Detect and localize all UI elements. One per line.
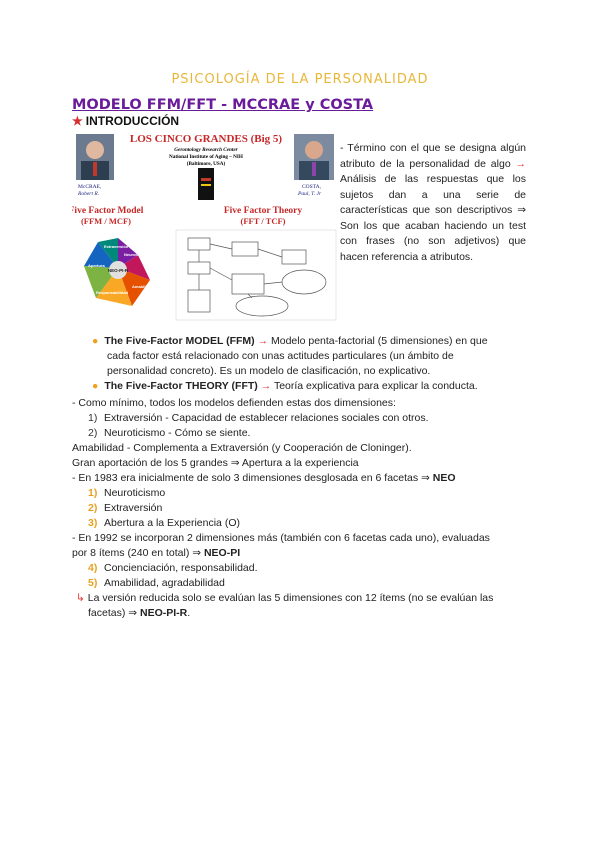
neo-item-text: Neuroticismo bbox=[104, 487, 166, 499]
right-arrow-icon: → bbox=[515, 157, 526, 170]
document-title: PSICOLOGÍA DE LA PERSONALIDAD bbox=[171, 72, 429, 87]
mccrae-portrait bbox=[76, 134, 114, 180]
year-1983-line bbox=[72, 471, 456, 486]
pentagon-center-label: NEO-PI-R bbox=[107, 268, 129, 273]
fft-diagram bbox=[176, 230, 336, 320]
figure-center-line-1: Gerontology Research Center bbox=[174, 147, 238, 153]
costa-caption-2: Paul, T. Jr bbox=[298, 191, 322, 197]
section-title: MODELO FFM/FFT - MCCRAE y COSTA bbox=[72, 97, 374, 113]
neo-item-number: 1) bbox=[88, 487, 98, 499]
dimension-item bbox=[88, 411, 429, 426]
pentagon-label-conscientiousness: Responsabilidad bbox=[96, 290, 129, 295]
year-1992-line-1: - En 1992 se incorporan 2 dimensiones más (también con 6 facetas cada uno), evaluadas bbox=[72, 532, 490, 544]
book-cover-image bbox=[198, 168, 214, 200]
big-five-figure-svg bbox=[72, 130, 340, 322]
bullet-fft-text: Teoría explicativa para explicar la conducta. bbox=[273, 380, 478, 392]
theory-subtitle: (FFT / TCF) bbox=[240, 216, 286, 226]
neopi-item-number: 5) bbox=[88, 577, 98, 589]
dimension-number: 1) bbox=[88, 412, 98, 424]
neopi-item bbox=[88, 576, 225, 591]
bullet-ffm-text: Modelo penta-factorial (5 dimensiones) en que bbox=[271, 335, 488, 347]
definition-part-2: Análisis de las respuestas que los sujetos dan a una serie de características que son descriptivos ⇒ Son los que acaban haciendo un test con frases (no son adjetivos) que hacen referencia a atributos. bbox=[340, 173, 526, 263]
model-subtitle: (FFM / MCF) bbox=[80, 216, 132, 226]
pentagon-label-neuroticism: Neuroticismo bbox=[124, 252, 150, 257]
definition-part-1: - Término con el que se designa algún atributo de la personalidad de algo bbox=[340, 142, 526, 170]
big-five-figure bbox=[72, 130, 340, 322]
neopi-item bbox=[88, 561, 258, 576]
model-title: Five Factor Model bbox=[72, 206, 144, 216]
dimension-text: Neuroticismo - Cómo se siente. bbox=[104, 427, 251, 439]
neo-item bbox=[88, 486, 165, 501]
dimension-text: Extraversión - Capacidad de establecer relaciones sociales con otros. bbox=[104, 412, 429, 424]
year-1992-text: por 8 ítems (240 en total) ⇒ bbox=[72, 547, 202, 559]
dimension-item bbox=[88, 426, 250, 441]
subheading-text: INTRODUCCIÓN bbox=[85, 114, 180, 128]
neo-pi-label: NEO-PI bbox=[203, 547, 241, 559]
year-1992-line-2 bbox=[72, 546, 240, 561]
reducida-line-2 bbox=[88, 606, 190, 621]
neo-pi-r-label: NEO-PI-R bbox=[140, 607, 188, 619]
bullet-ffm bbox=[92, 334, 488, 349]
right-arrow-icon: → bbox=[260, 380, 272, 392]
neopi-item-text: Amabilidad, agradabilidad bbox=[104, 577, 225, 589]
minimo-line: - Como mínimo, todos los modelos defienden estas dos dimensiones: bbox=[72, 397, 396, 409]
theory-title: Five Factor Theory bbox=[223, 206, 303, 216]
return-arrow-icon: ↳ bbox=[76, 592, 85, 604]
star-icon: ★ bbox=[72, 114, 83, 128]
bullet-ffm-line-2: cada factor está relacionado con unas actitudes particulares (un ámbito de bbox=[107, 350, 454, 362]
definition-paragraph bbox=[340, 141, 526, 265]
bullet-dot-icon: ● bbox=[92, 335, 99, 347]
neo-item-number: 3) bbox=[88, 517, 98, 529]
pentagon-label-openness: Apertura bbox=[88, 263, 105, 268]
figure-center-line-2: National Institute of Aging – NIH bbox=[169, 154, 243, 160]
pentagon-label-extraversion: Extraversión bbox=[104, 244, 129, 249]
bullet-ffm-bold: The Five-Factor MODEL (FFM) bbox=[104, 335, 255, 347]
amabilidad-line: Amabilidad - Complementa a Extraversión (y Cooperación de Cloninger). bbox=[72, 442, 412, 454]
gran-aportacion-line: Gran aportación de los 5 grandes ⇒ Apertura a la experiencia bbox=[72, 457, 359, 469]
reducida-text: La versión reducida solo se evalúan las 5 dimensiones con 12 ítems (no se evalúan las bbox=[87, 592, 494, 604]
bullet-fft bbox=[92, 379, 478, 394]
neo-item-text: Abertura a la Experiencia (O) bbox=[104, 517, 240, 529]
neo-item bbox=[88, 516, 240, 531]
bullet-fft-bold: The Five-Factor THEORY (FFT) bbox=[104, 380, 258, 392]
pentagon-label-agreeableness: Amabilidad bbox=[132, 284, 154, 289]
reducida-text-2: facetas) ⇒ bbox=[88, 607, 138, 619]
costa-caption-1: COSTA, bbox=[302, 184, 321, 190]
reducida-line-1 bbox=[76, 591, 493, 606]
mccrae-caption-1: McCRAE, bbox=[78, 184, 102, 190]
costa-portrait bbox=[294, 134, 334, 180]
neo-item bbox=[88, 501, 162, 516]
figure-center-line-3: (Baltimore, USA) bbox=[186, 161, 226, 167]
neopi-item-number: 4) bbox=[88, 562, 98, 574]
neo-label: NEO bbox=[432, 472, 456, 484]
neo-item-number: 2) bbox=[88, 502, 98, 514]
dimension-number: 2) bbox=[88, 427, 98, 439]
bullet-dot-icon: ● bbox=[92, 380, 99, 392]
right-arrow-icon: → bbox=[257, 335, 269, 347]
neopi-item-text: Concienciación, responsabilidad. bbox=[104, 562, 258, 574]
subheading bbox=[72, 114, 179, 128]
neo-item-text: Extraversión bbox=[104, 502, 163, 514]
year-1983-text: - En 1983 era inicialmente de solo 3 dimensiones desglosada en 6 facetas ⇒ bbox=[72, 472, 430, 484]
mccrae-caption-2: Robert R. bbox=[78, 191, 100, 197]
bullet-ffm-line-3: personalidad concreto). Es un modelo de clasificación, no explicativo. bbox=[107, 365, 431, 377]
reducida-end: . bbox=[187, 607, 191, 619]
figure-heading: LOS CINCO GRANDES (Big 5) bbox=[129, 133, 283, 145]
